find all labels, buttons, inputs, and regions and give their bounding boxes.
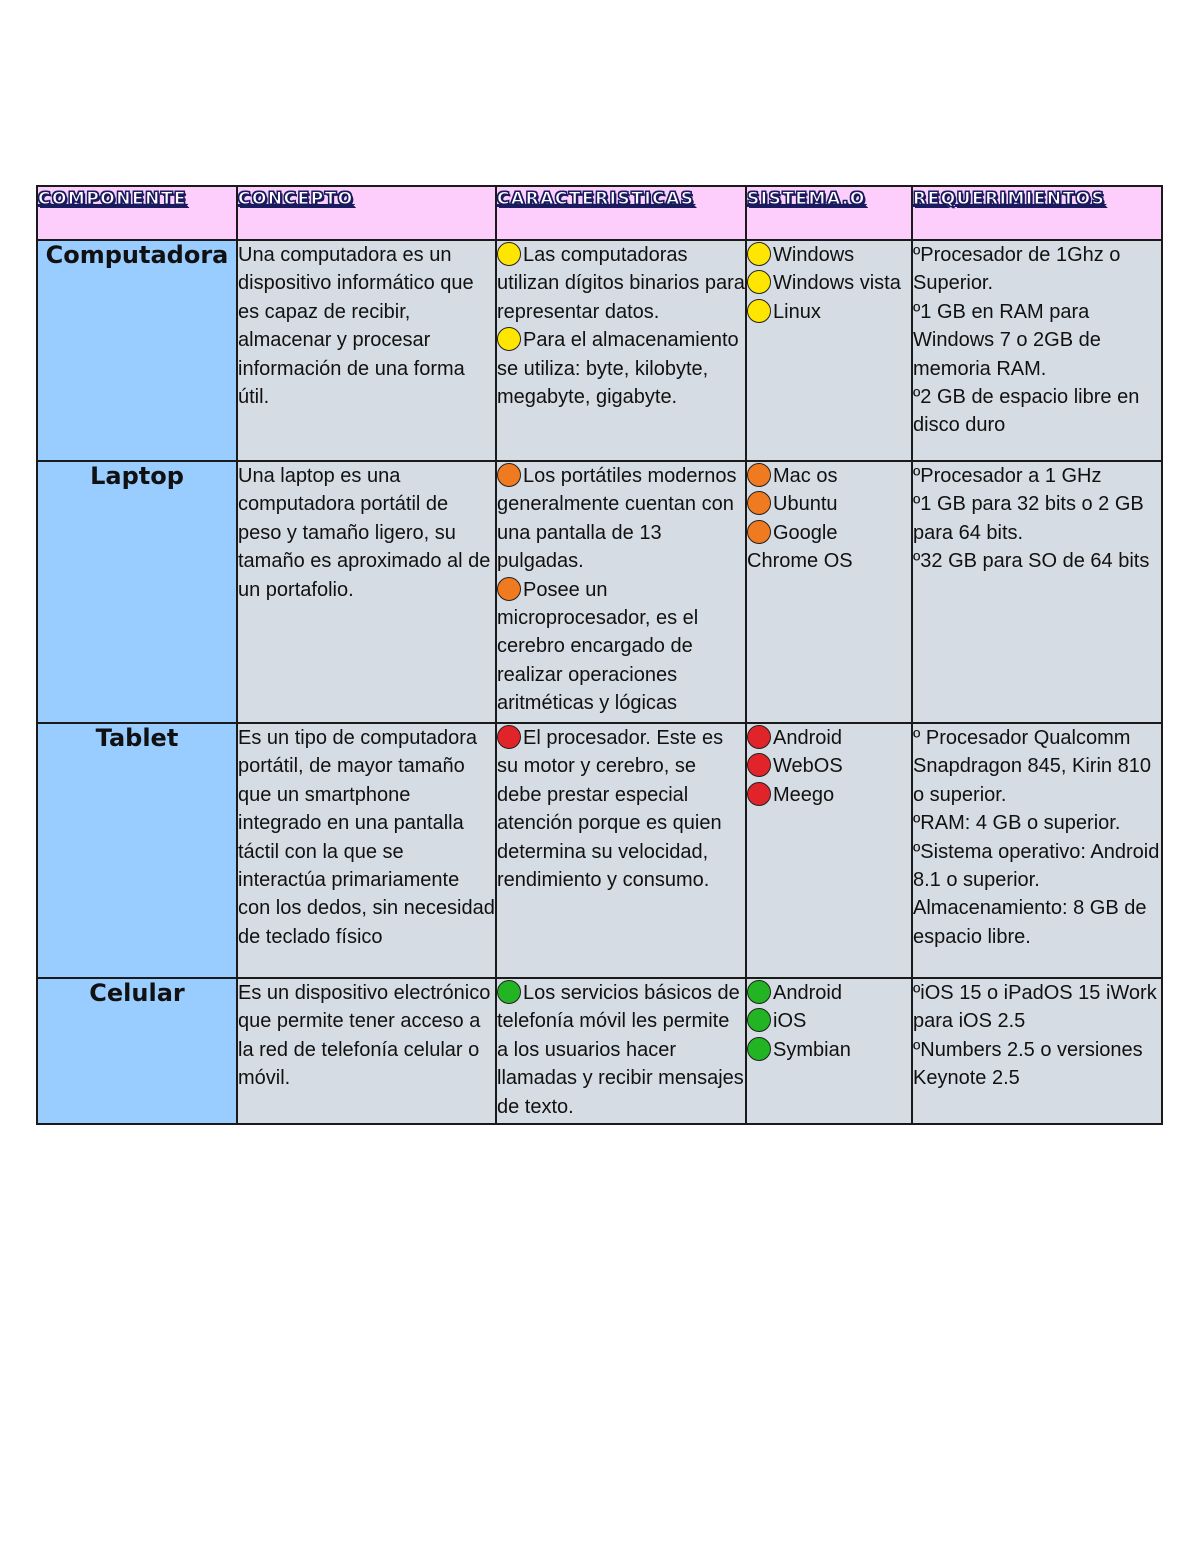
componente-cell: Tablet	[37, 723, 237, 978]
sistema-text: Android	[773, 727, 842, 749]
sistema-item	[747, 979, 911, 1007]
table-row	[37, 461, 1162, 723]
status-dot-icon	[747, 1008, 771, 1032]
caracteristica-item	[497, 979, 745, 1121]
header-sistema	[746, 186, 912, 240]
status-dot-icon	[747, 491, 771, 515]
header-row	[37, 186, 1162, 240]
sistema-text: WebOS	[773, 755, 843, 778]
requerimiento-item: ºiOS 15 o iPadOS 15 iWork para iOS 2.5	[913, 982, 1157, 1033]
sistema-text: Mac os	[773, 465, 838, 487]
table-row	[37, 723, 1162, 978]
caracteristica-item	[497, 462, 745, 576]
caracteristica-text: El procesador. Este es su motor y cerebro, se debe prestar especial atención porque es quien determina su velocidad, rendimiento y consumo.	[497, 727, 724, 892]
requerimientos-cell	[912, 978, 1162, 1124]
sistema-text: Meego	[773, 783, 835, 806]
sistema-item	[747, 1036, 911, 1064]
status-dot-icon	[497, 242, 521, 266]
requerimientos-cell	[912, 240, 1162, 461]
caracteristicas-cell	[496, 978, 746, 1124]
sistema-item	[747, 781, 911, 809]
status-dot-icon	[747, 270, 771, 294]
header-concepto-label: CONCEPTO	[238, 189, 354, 209]
caracteristicas-cell	[496, 461, 746, 723]
requerimiento-item: ºProcesador de 1Ghz o Superior.	[913, 244, 1121, 295]
requerimiento-item: ºNumbers 2.5 o versiones Keynote 2.5	[913, 1038, 1143, 1090]
concepto-cell: Una laptop es una computadora portátil de peso y tamaño ligero, su tamaño es aproximado al de un portafolio.	[237, 461, 496, 723]
caracteristica-item	[497, 326, 745, 411]
requerimiento-item: º Procesador Qualcomm Snapdragon 845, Kirin 810 o superior.	[913, 727, 1151, 806]
sistema-text: Android	[773, 982, 842, 1004]
caracteristicas-cell	[496, 723, 746, 978]
caracteristica-text: Las computadoras utilizan dígitos binarios para representar datos.	[497, 244, 745, 323]
status-dot-icon	[747, 520, 771, 544]
requerimiento-item: ºRAM: 4 GB o superior.	[913, 812, 1121, 835]
requerimientos-cell	[912, 723, 1162, 978]
caracteristica-item	[497, 241, 745, 326]
sistema-item	[747, 490, 911, 518]
status-dot-icon	[747, 242, 771, 266]
caracteristicas-cell	[496, 240, 746, 461]
requerimiento-item: º2 GB de espacio libre en disco duro	[913, 386, 1140, 437]
requerimiento-item: º1 GB para 32 bits o 2 GB para 64 bits.	[913, 493, 1144, 544]
caracteristica-text: Posee un microprocesador, es el cerebro encargado de realizar operaciones aritméticas y lógicas	[497, 578, 699, 715]
sistema-item	[747, 241, 911, 269]
concepto-cell: Es un dispositivo electrónico que permite tener acceso a la red de telefonía celular o móvil.	[237, 978, 496, 1124]
concepto-cell: Una computadora es un dispositivo informático que es capaz de recibir, almacenar y procesar información de una forma útil.	[237, 240, 496, 461]
table-row	[37, 240, 1162, 461]
status-dot-icon	[497, 980, 521, 1004]
caracteristica-text: Los portátiles modernos generalmente cuentan con una pantalla de 13 pulgadas.	[497, 465, 737, 573]
header-caracteristicas-label: CARACTERISTICAS	[497, 189, 695, 209]
sistema-cell	[746, 461, 912, 723]
header-componente	[37, 186, 237, 240]
componente-cell: Laptop	[37, 461, 237, 723]
sistema-item	[747, 519, 911, 576]
sistema-text: Windows vista	[773, 272, 901, 295]
sistema-item	[747, 1007, 911, 1035]
caracteristica-item	[497, 576, 745, 718]
sistema-item	[747, 269, 911, 297]
status-dot-icon	[747, 1037, 771, 1061]
caracteristica-text: Los servicios básicos de telefonía móvil les permite a los usuarios hacer llamadas y recibir mensajes de texto.	[497, 982, 744, 1118]
status-dot-icon	[747, 980, 771, 1004]
sistema-text: Windows	[773, 244, 855, 266]
comparison-table	[36, 185, 1163, 1125]
requerimiento-item: º32 GB para SO de 64 bits	[913, 550, 1150, 573]
table-row	[37, 978, 1162, 1124]
status-dot-icon	[497, 725, 521, 749]
header-requerimientos	[912, 186, 1162, 240]
sistema-item	[747, 724, 911, 752]
header-componente-label: COMPONENTE	[38, 189, 188, 209]
sistema-item	[747, 752, 911, 780]
sistema-text: Linux	[773, 300, 821, 323]
sistema-text: Symbian	[773, 1038, 851, 1061]
sistema-text: Google Chrome OS	[747, 521, 853, 573]
sistema-text: iOS	[773, 1010, 807, 1033]
header-sistema-label: SISTEMA.O	[747, 189, 866, 209]
requerimiento-item: ºSistema operativo: Android 8.1 o superior. Almacenamiento: 8 GB de espacio libre.	[913, 840, 1160, 948]
sistema-item	[747, 298, 911, 326]
sistema-cell	[746, 723, 912, 978]
header-caracteristicas	[496, 186, 746, 240]
componente-cell: Computadora	[37, 240, 237, 461]
status-dot-icon	[497, 327, 521, 351]
status-dot-icon	[497, 463, 521, 487]
sistema-text: Ubuntu	[773, 493, 838, 516]
componente-cell: Celular	[37, 978, 237, 1124]
status-dot-icon	[747, 725, 771, 749]
caracteristica-item	[497, 724, 745, 894]
status-dot-icon	[747, 753, 771, 777]
requerimientos-cell	[912, 461, 1162, 723]
header-requerimientos-label: REQUERIMIENTOS	[913, 189, 1106, 209]
sistema-cell	[746, 240, 912, 461]
header-concepto	[237, 186, 496, 240]
status-dot-icon	[747, 782, 771, 806]
requerimiento-item: ºProcesador a 1 GHz	[913, 465, 1102, 487]
sistema-item	[747, 462, 911, 490]
status-dot-icon	[747, 299, 771, 323]
status-dot-icon	[747, 463, 771, 487]
sistema-cell	[746, 978, 912, 1124]
requerimiento-item: º1 GB en RAM para Windows 7 o 2GB de memoria RAM.	[913, 300, 1101, 380]
status-dot-icon	[497, 577, 521, 601]
concepto-cell: Es un tipo de computadora portátil, de mayor tamaño que un smartphone integrado en una pantalla táctil con la que se interactúa primariamente con los dedos, sin necesidad de teclado físico	[237, 723, 496, 978]
caracteristica-text: Para el almacenamiento se utiliza: byte, kilobyte, megabyte, gigabyte.	[497, 329, 739, 409]
